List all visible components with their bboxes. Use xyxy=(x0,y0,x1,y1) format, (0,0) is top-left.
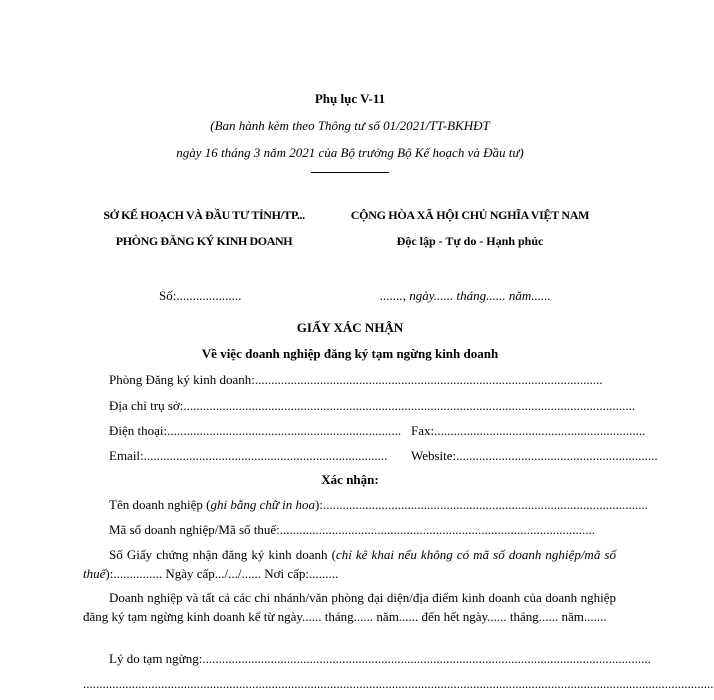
document-subtitle: Về việc doanh nghiệp đăng ký tạm ngừng kinh doanh xyxy=(201,346,499,361)
field-registration-office: Phòng Đăng ký kinh doanh:........................................................................................................... xyxy=(109,372,603,387)
appendix-title: Phụ lục V-11 xyxy=(314,91,386,106)
field-headquarters-address: Địa chỉ trụ sở:........................................................................................................................................... xyxy=(109,398,636,413)
field-fax: Fax:................................................................. xyxy=(411,423,646,438)
national-motto: Độc lập - Tự do - Hạnh phúc xyxy=(396,234,544,248)
registration-office-name: PHÒNG ĐĂNG KÝ KINH DOANH xyxy=(115,234,293,248)
field-tax-code: Mã số doanh nghiệp/Mã số thuế:................................................................................................. xyxy=(109,522,596,537)
country-name: CỘNG HÒA XÃ HỘI CHỦ NGHĨA VIỆT NAM xyxy=(350,208,590,222)
document-title: GIẤY XÁC NHẬN xyxy=(296,320,404,335)
field-email: Email:........................................................................... xyxy=(109,448,388,463)
field-suspension-reason: Lý do tạm ngừng:.......................................................................................................................................... xyxy=(109,651,651,666)
suspension-paragraph: Doanh nghiệp và tất cả các chi nhánh/văn phòng đại diện/địa điểm kinh doanh của doanh nghiệp đăng ký tạm ngừng kinh doanh kể từ ngày...... tháng...... năm...... đến hết ngày...... tháng...... năm....... xyxy=(83,590,616,624)
document-date: ......., ngày...... tháng...... năm...... xyxy=(380,288,551,303)
field-phone: Điện thoại:........................................................................ xyxy=(109,423,402,438)
blank-dotted-line: .................................................................................................................................................................................................. xyxy=(83,676,714,691)
agency-name: SỞ KẾ HOẠCH VÀ ĐẦU TƯ TỈNH/TP... xyxy=(103,208,305,222)
certificate-paragraph: Số Giấy chứng nhận đăng ký kinh doanh (chỉ kê khai nếu không có mã số doanh nghiệp/mã số thuế):............... Ngày cấp.../.../...... Nơi cấp:......... xyxy=(83,547,616,581)
header-divider xyxy=(311,172,389,173)
issued-note-line-1: (Ban hành kèm theo Thông tư số 01/2021/TT-BKHĐT xyxy=(210,118,490,133)
document-number: Số:.................... xyxy=(159,288,242,303)
field-website: Website:.............................................................. xyxy=(411,448,658,463)
confirmation-heading: Xác nhận: xyxy=(321,472,379,487)
issued-note-line-2: ngày 16 tháng 3 năm 2021 của Bộ trưởng Bộ Kế hoạch và Đầu tư) xyxy=(176,145,524,160)
field-company-name: Tên doanh nghiệp (ghi bằng chữ in hoa):.................................................................................................... xyxy=(109,497,648,512)
